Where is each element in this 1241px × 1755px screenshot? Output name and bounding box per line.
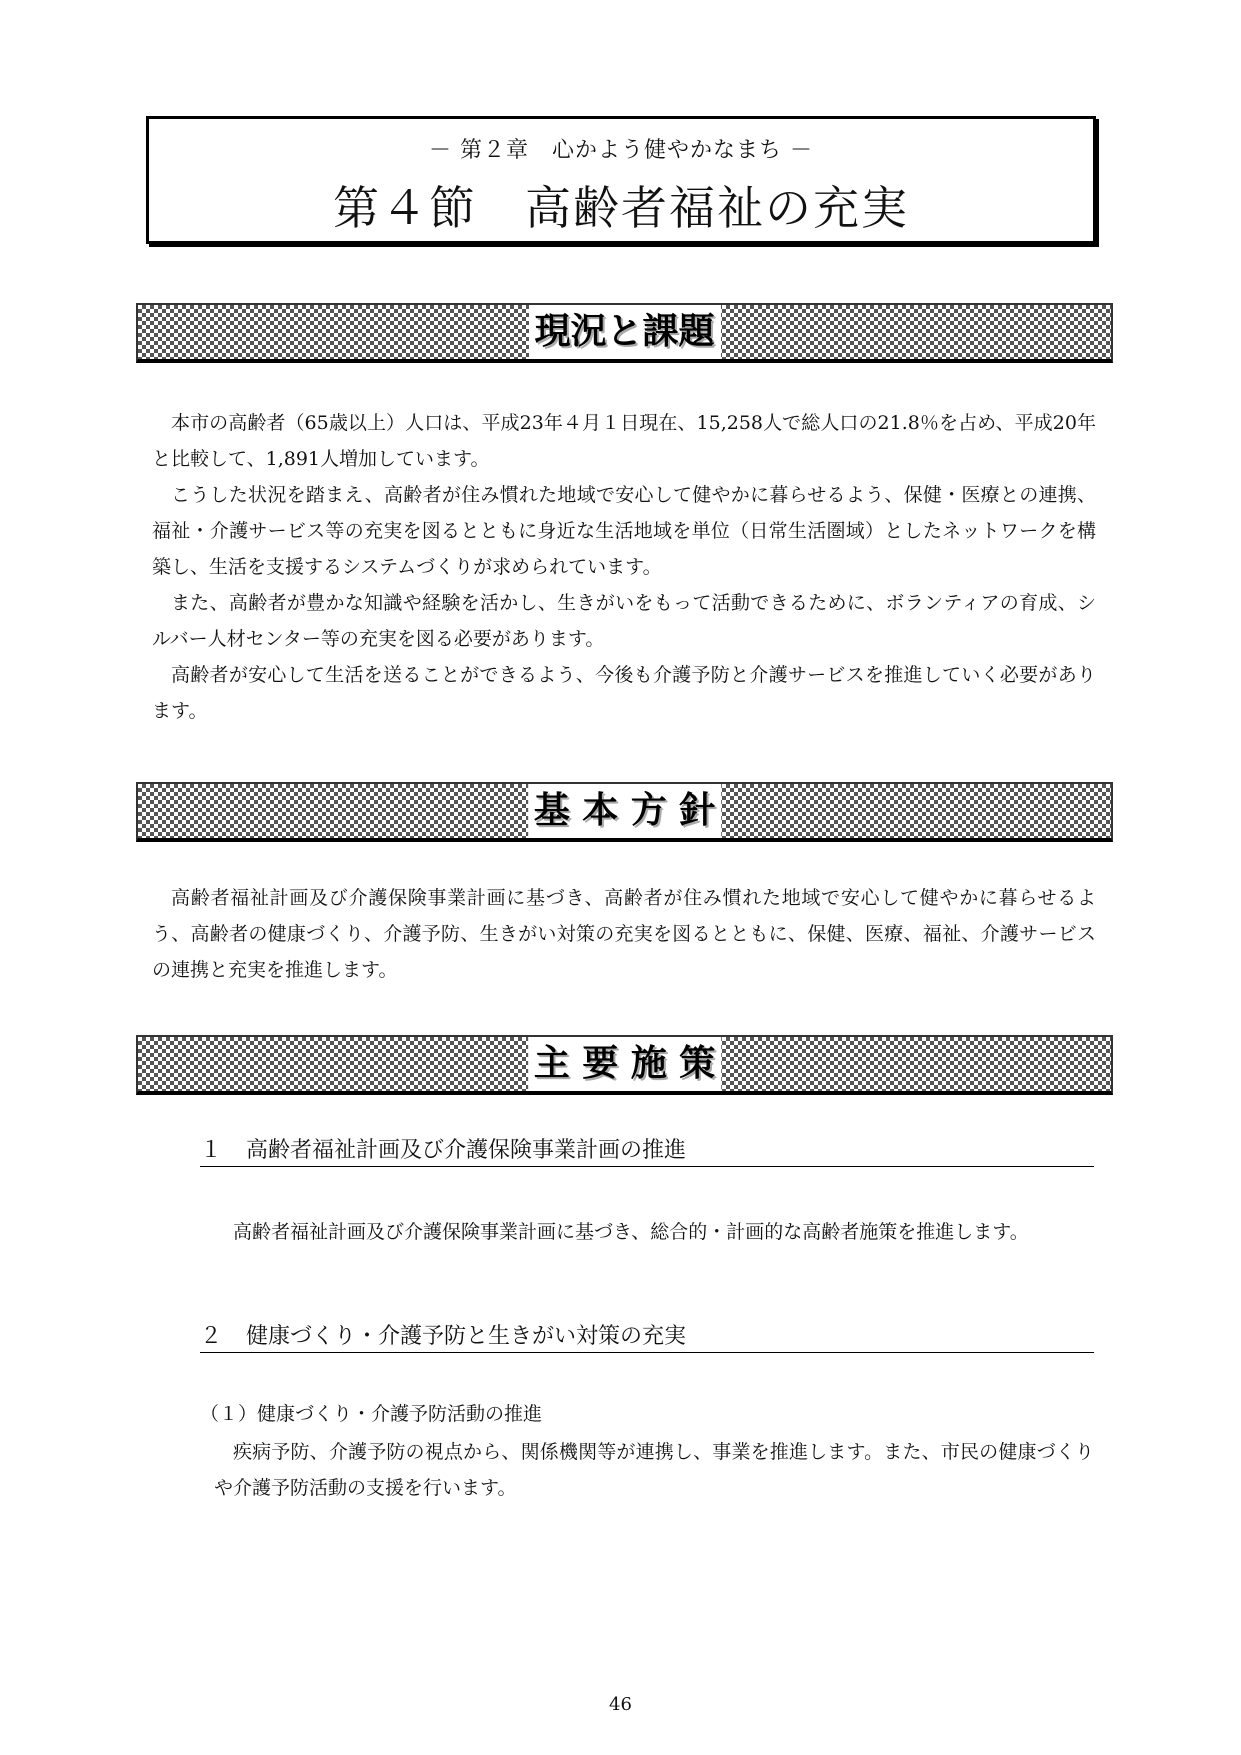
chapter-label: － 第２章 心かよう健やかなまち － [429,138,813,163]
measure-heading-2 [200,1322,1094,1353]
measure-paragraph: 高齢者福祉計画及び介護保険事業計画に基づき、総合的・計画的な高齢者施策を推進します。 [233,1221,1029,1243]
heading-main-measures: 主 要 施 策 [528,1037,722,1091]
policy-text [152,880,1096,988]
measure-text-1 [214,1214,1094,1250]
status-paragraph: 本市の高齢者（65歳以上）人口は、平成23年４月１日現在、15,258人で総人口の21.8％を占め、平成20年と比較して、1,891人増加しています。 [152,412,1096,470]
sub-item-paragraph: 疾病予防、介護予防の視点から、関係機関等が連携し、事業を推進します。また、市民の健康づくりや介護予防活動の支援を行います。 [214,1441,1094,1499]
status-paragraph: また、高齢者が豊かな知識や経験を活かし、生きがいをもって活動できるために、ボランティアの育成、シルバー人材センター等の充実を図る必要があります。 [152,592,1096,650]
status-paragraph: こうした状況を踏まえ、高齢者が住み慣れた地域で安心して健やかに暮らせるよう、保健・医療との連携、福祉・介護サービス等の充実を図るとともに身近な生活地域を単位（日常生活圏域）としたネットワークを構築し、生活を支援するシステムづくりが求められています。 [152,484,1096,578]
measure-number: １ [200,1138,223,1163]
measure-number: ２ [200,1324,223,1349]
section-title: 第４節 高齢者福祉の充実 [333,181,909,235]
heading-basic-policy: 基 本 方 針 [528,784,722,838]
sub-item-text [214,1434,1094,1506]
sub-item-heading: （１）健康づくり・介護予防活動の推進 [200,1403,543,1425]
heading-band-measures [136,1035,1113,1095]
measure-title: 健康づくり・介護予防と生きがい対策の充実 [246,1324,687,1349]
page-number: 46 [609,1694,632,1715]
heading-band-status [136,303,1113,363]
measure-heading-1 [200,1136,1094,1167]
heading-current-status: 現況と課題 [528,305,720,359]
status-paragraph: 高齢者が安心して生活を送ることができるよう、今後も介護予防と介護サービスを推進していく必要があります。 [152,664,1096,722]
policy-paragraph: 高齢者福祉計画及び介護保険事業計画に基づき、高齢者が住み慣れた地域で安心して健やかに暮らせるよう、高齢者の健康づくり、介護予防、生きがい対策の充実を図るとともに、保健、医療、福祉、介護サービスの連携と充実を推進します。 [152,887,1096,981]
heading-band-policy [136,782,1113,842]
section-title-box [146,116,1096,244]
measure-title: 高齢者福祉計画及び介護保険事業計画の推進 [246,1138,687,1163]
status-text [152,405,1096,729]
